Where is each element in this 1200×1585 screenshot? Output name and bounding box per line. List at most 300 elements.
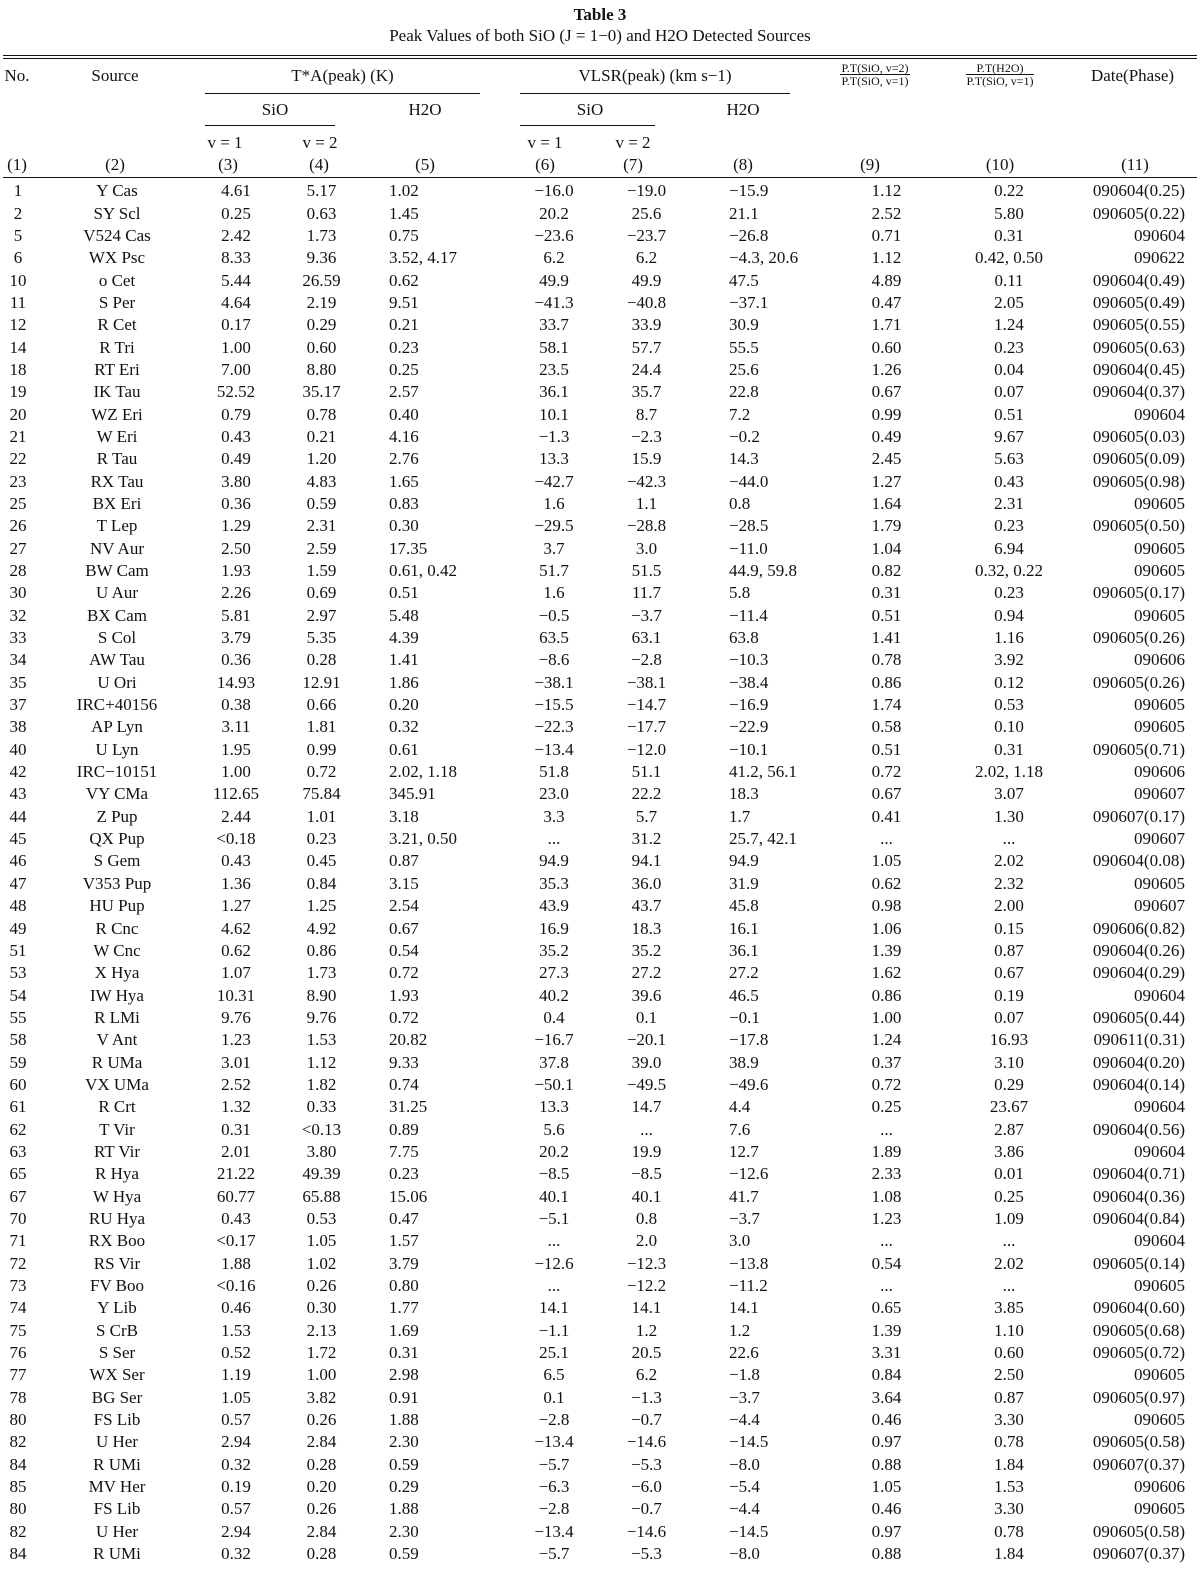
cell-vlsr-h2o: 3.0 (729, 1231, 751, 1251)
cell-ta-h2o: 1.77 (389, 1298, 419, 1318)
cell-ta-sio-v2: 2.84 (306, 1521, 337, 1541)
cell-date-phase: 090604(0.25) (1092, 181, 1185, 201)
cell-ta-sio-v2: 1.12 (306, 1052, 337, 1072)
cell-ta-h2o: 0.87 (389, 851, 419, 871)
cell-ta-sio-v1: 1.53 (221, 1320, 251, 1340)
cell-ta-sio-v2: 0.28 (306, 650, 337, 670)
cell-ta-h2o: 17.35 (389, 538, 428, 558)
cell-ta-sio-v2: 0.23 (306, 829, 337, 849)
cell-vlsr-h2o: 14.3 (729, 449, 759, 469)
cell-pt-sio-ratio: 0.46 (871, 1410, 902, 1430)
cell-vlsr-h2o: 4.4 (729, 1097, 751, 1117)
cell-vlsr-sio-v2: 6.2 (635, 1365, 658, 1385)
cell-ta-sio-v1: 2.94 (221, 1432, 251, 1452)
cell-no: 38 (9, 717, 27, 737)
ta-sio-subrule (205, 125, 335, 126)
cell-pt-h2o-ratio: 3.30 (994, 1499, 1024, 1519)
cell-no: 80 (9, 1410, 27, 1430)
cell-ta-sio-v2: 26.59 (302, 270, 341, 290)
vlsr-subrule (520, 93, 790, 94)
cell-vlsr-h2o: −4.4 (729, 1410, 760, 1430)
cell-vlsr-sio-v2: 0.1 (635, 1007, 658, 1027)
cell-pt-sio-ratio: 1.26 (871, 359, 902, 379)
cell-pt-h2o-ratio: 0.60 (994, 1343, 1024, 1363)
cell-ta-sio-v1: 0.43 (221, 1208, 251, 1228)
cell-vlsr-sio-v1: −8.6 (538, 650, 570, 670)
table-row (0, 828, 1195, 850)
cell-vlsr-sio-v1: ... (547, 1276, 561, 1296)
cell-ta-sio-v2: 1.05 (306, 1231, 337, 1251)
cell-date-phase: 090605 (1134, 695, 1185, 715)
cell-vlsr-sio-v1: −16.0 (534, 181, 574, 201)
cell-source: RX Tau (90, 471, 144, 491)
cell-vlsr-h2o: −11.2 (729, 1276, 768, 1296)
table-row (0, 1498, 1195, 1520)
cell-ta-sio-v1: 1.07 (221, 963, 251, 983)
cell-no: 37 (9, 695, 27, 715)
header-no: No. (4, 66, 30, 85)
cell-ta-sio-v2: 65.88 (302, 1186, 341, 1206)
cell-ta-sio-v1: 4.61 (221, 181, 251, 201)
cell-ta-sio-v1: 0.79 (221, 404, 251, 424)
cell-vlsr-sio-v1: −8.5 (538, 1164, 570, 1184)
cell-pt-sio-ratio: 0.98 (871, 896, 902, 916)
cell-date-phase: 090604(0.45) (1092, 359, 1185, 379)
cell-pt-h2o-ratio: 3.85 (994, 1298, 1024, 1318)
cell-vlsr-sio-v1: 23.0 (539, 784, 569, 804)
cell-source: RS Vir (93, 1253, 141, 1273)
cell-source: S Col (97, 628, 137, 648)
cell-vlsr-sio-v2: 25.6 (631, 203, 662, 223)
cell-pt-sio-ratio: 1.04 (871, 538, 902, 558)
cell-pt-sio-ratio: ... (880, 1119, 893, 1139)
cell-date-phase: 090607 (1134, 896, 1185, 916)
cell-no: 22 (9, 449, 27, 469)
cell-ta-h2o: 0.89 (389, 1119, 419, 1139)
cell-pt-h2o-ratio: ... (1002, 1276, 1016, 1296)
cell-ta-sio-v2: 0.66 (306, 695, 337, 715)
cell-ta-sio-v2: 1.72 (306, 1343, 337, 1363)
cell-vlsr-sio-v1: 36.1 (539, 382, 569, 402)
data-table (0, 180, 1195, 1565)
table-row (0, 783, 1195, 805)
cell-ta-sio-v1: 1.29 (221, 516, 251, 536)
cell-vlsr-sio-v2: −49.5 (626, 1074, 667, 1094)
cell-vlsr-h2o: 22.6 (729, 1343, 759, 1363)
cell-vlsr-sio-v1: 51.7 (539, 561, 569, 581)
cell-no: 62 (9, 1119, 27, 1139)
cell-date-phase: 090604(0.36) (1092, 1186, 1185, 1206)
cell-pt-h2o-ratio: 1.84 (994, 1454, 1024, 1474)
cell-source: S CrB (95, 1320, 139, 1340)
cell-pt-sio-ratio: 0.72 (871, 762, 902, 782)
cell-vlsr-sio-v1: 40.2 (539, 985, 569, 1005)
cell-ta-sio-v1: 3.79 (221, 628, 251, 648)
cell-ta-h2o: 1.45 (389, 203, 419, 223)
cell-ta-h2o: 0.29 (389, 1477, 419, 1497)
top-rule-double (3, 58, 1197, 59)
cell-vlsr-sio-v1: 3.3 (543, 806, 565, 826)
cell-pt-sio-ratio: 1.08 (871, 1186, 902, 1206)
cell-date-phase: 090605 (1134, 538, 1185, 558)
cell-no: 1 (13, 181, 23, 201)
cell-date-phase: 090605 (1134, 1276, 1185, 1296)
cell-ta-sio-v1: 0.49 (221, 449, 251, 469)
cell-vlsr-h2o: 25.7, 42.1 (729, 829, 797, 849)
cell-pt-h2o-ratio: 0.53 (994, 695, 1024, 715)
cell-ta-sio-v1: 0.19 (221, 1477, 251, 1497)
cell-ta-sio-v1: 3.11 (221, 717, 251, 737)
cell-vlsr-sio-v2: 35.2 (631, 940, 662, 960)
cell-vlsr-sio-v1: −16.7 (534, 1030, 574, 1050)
cell-source: BX Cam (87, 605, 147, 625)
cell-ta-h2o: 0.23 (389, 1164, 419, 1184)
cell-ta-sio-v1: 1.93 (221, 561, 251, 581)
cell-pt-h2o-ratio: 3.86 (994, 1141, 1024, 1161)
cell-date-phase: 090607(0.37) (1092, 1454, 1185, 1474)
cell-vlsr-sio-v1: 6.2 (543, 248, 565, 268)
cell-date-phase: 090605(0.55) (1092, 315, 1185, 335)
cell-source: AP Lyn (91, 717, 143, 737)
table-row (0, 1051, 1195, 1073)
cell-source: R UMa (91, 1052, 143, 1072)
cell-pt-h2o-ratio: 1.84 (994, 1544, 1024, 1564)
cell-no: 70 (9, 1208, 27, 1228)
cell-vlsr-sio-v1: 1.6 (543, 493, 565, 513)
cell-vlsr-h2o: −13.8 (729, 1253, 769, 1273)
table-row (0, 806, 1195, 828)
cell-ta-sio-v1: 21.22 (216, 1164, 256, 1184)
col-number-3: (3) (218, 155, 238, 174)
cell-ta-sio-v1: 4.62 (221, 918, 251, 938)
cell-no: 63 (9, 1141, 27, 1161)
cell-vlsr-sio-v1: −13.4 (534, 739, 574, 759)
cell-vlsr-sio-v1: 94.9 (539, 851, 569, 871)
table-row (0, 850, 1195, 872)
cell-vlsr-sio-v2: −38.1 (626, 672, 667, 692)
cell-vlsr-sio-v2: 94.1 (631, 851, 662, 871)
cell-pt-h2o-ratio: 0.31 (994, 739, 1024, 759)
cell-ta-h2o: 1.41 (389, 650, 419, 670)
cell-ta-sio-v2: 5.17 (306, 181, 337, 201)
cell-ta-h2o: 2.30 (389, 1521, 419, 1541)
cell-ta-sio-v1: 2.44 (221, 806, 251, 826)
cell-ta-sio-v2: 0.53 (306, 1208, 337, 1228)
cell-date-phase: 090604 (1134, 985, 1185, 1005)
cell-vlsr-sio-v1: ... (547, 829, 561, 849)
table-row (0, 225, 1195, 247)
cell-pt-h2o-ratio: 0.23 (994, 583, 1024, 603)
cell-vlsr-sio-v1: 25.1 (539, 1343, 569, 1363)
cell-vlsr-sio-v2: −2.8 (631, 650, 662, 670)
cell-no: 42 (9, 762, 27, 782)
cell-vlsr-h2o: −4.3, 20.6 (729, 248, 799, 268)
cell-ta-h2o: 0.83 (389, 493, 419, 513)
cell-vlsr-sio-v2: 27.2 (631, 963, 662, 983)
cell-vlsr-h2o: 38.9 (729, 1052, 759, 1072)
cell-no: 84 (9, 1544, 27, 1564)
cell-source: V524 Cas (83, 225, 151, 245)
cell-no: 80 (9, 1499, 27, 1519)
cell-ta-sio-v1: 1.32 (221, 1097, 251, 1117)
cell-pt-sio-ratio: 2.52 (871, 203, 902, 223)
cell-vlsr-sio-v2: −17.7 (626, 717, 667, 737)
vlsr-sio-subrule (520, 125, 655, 126)
cell-vlsr-sio-v2: 49.9 (631, 270, 662, 290)
cell-vlsr-sio-v1: −1.3 (538, 426, 570, 446)
cell-date-phase: 090606 (1134, 762, 1185, 782)
cell-source: VX UMa (85, 1074, 149, 1094)
cell-pt-sio-ratio: 0.65 (871, 1298, 902, 1318)
cell-vlsr-h2o: 36.1 (729, 940, 759, 960)
cell-no: 14 (9, 337, 27, 357)
cell-source: SY Scl (93, 203, 141, 223)
cell-no: 75 (9, 1320, 27, 1340)
cell-ta-sio-v2: 0.78 (306, 404, 337, 424)
cell-source: Y Lib (97, 1298, 137, 1318)
cell-vlsr-sio-v2: 5.7 (635, 806, 658, 826)
cell-pt-sio-ratio: 0.60 (871, 337, 902, 357)
header-ta-v1: v = 1 (207, 133, 243, 152)
cell-vlsr-sio-v2: 51.5 (631, 561, 662, 581)
cell-vlsr-h2o: 55.5 (729, 337, 759, 357)
cell-pt-h2o-ratio: 9.67 (994, 426, 1024, 446)
cell-pt-sio-ratio: 0.62 (871, 873, 902, 893)
cell-vlsr-h2o: −4.4 (729, 1499, 760, 1519)
cell-pt-sio-ratio: 1.71 (871, 315, 902, 335)
cell-source: W Hya (92, 1186, 142, 1206)
cell-ta-sio-v2: 1.20 (306, 449, 337, 469)
cell-pt-sio-ratio: 1.39 (871, 1320, 902, 1340)
cell-vlsr-h2o: −17.8 (729, 1030, 769, 1050)
cell-date-phase: 090605 (1134, 561, 1185, 581)
cell-source: AW Tau (89, 650, 145, 670)
cell-date-phase: 090605 (1134, 717, 1185, 737)
cell-pt-h2o-ratio: 0.10 (994, 717, 1024, 737)
cell-pt-h2o-ratio: 0.94 (994, 605, 1024, 625)
cell-vlsr-sio-v2: 24.4 (631, 359, 662, 379)
cell-ta-sio-v2: 0.28 (306, 1454, 337, 1474)
cell-ta-sio-v1: 112.65 (212, 784, 260, 804)
cell-source: T Lep (96, 516, 138, 536)
cell-ta-sio-v2: <0.13 (301, 1119, 342, 1139)
cell-ta-sio-v1: 0.38 (221, 695, 251, 715)
cell-no: 40 (9, 739, 27, 759)
cell-date-phase: 090605(0.50) (1092, 516, 1185, 536)
cell-no: 25 (9, 493, 27, 513)
cell-vlsr-h2o: −16.9 (729, 695, 769, 715)
table-row (0, 493, 1195, 515)
cell-date-phase: 090605(0.58) (1092, 1521, 1185, 1541)
table-row (0, 314, 1195, 336)
cell-no: 45 (9, 829, 27, 849)
cell-vlsr-sio-v1: 5.6 (543, 1119, 565, 1139)
cell-vlsr-sio-v2: 22.2 (631, 784, 662, 804)
header-ta-h2o: H2O (408, 100, 442, 119)
cell-source: QX Pup (89, 829, 145, 849)
cell-ta-h2o: 0.59 (389, 1454, 419, 1474)
table-row (0, 180, 1195, 202)
table-row (0, 582, 1195, 604)
cell-vlsr-h2o: 30.9 (729, 315, 759, 335)
cell-vlsr-h2o: −8.0 (729, 1454, 760, 1474)
col-number-1: (1) (7, 155, 27, 174)
cell-ta-sio-v1: 52.52 (216, 382, 256, 402)
cell-no: 35 (9, 672, 27, 692)
cell-vlsr-h2o: 41.7 (729, 1186, 759, 1206)
cell-vlsr-sio-v2: 1.2 (635, 1320, 658, 1340)
cell-pt-h2o-ratio: 5.80 (994, 203, 1024, 223)
cell-pt-sio-ratio: 1.24 (871, 1030, 902, 1050)
cell-ta-sio-v2: 2.13 (306, 1320, 337, 1340)
cell-vlsr-sio-v2: 63.1 (631, 628, 662, 648)
cell-source: U Ori (97, 672, 137, 692)
cell-no: 82 (9, 1432, 27, 1452)
header-pt-sio-ratio (820, 62, 930, 87)
table-row (0, 247, 1195, 269)
cell-pt-sio-ratio: ... (880, 829, 893, 849)
header-ta-v2: v = 2 (302, 133, 338, 152)
cell-source: RX Boo (88, 1231, 146, 1251)
cell-ta-sio-v1: 0.57 (221, 1499, 251, 1519)
cell-source: IRC+40156 (76, 695, 158, 715)
cell-date-phase: 090605 (1134, 1365, 1185, 1385)
cell-pt-h2o-ratio: 0.19 (994, 985, 1024, 1005)
table-row (0, 1074, 1195, 1096)
cell-ta-h2o: 9.33 (389, 1052, 419, 1072)
cell-vlsr-h2o: −1.8 (729, 1365, 760, 1385)
cell-source: V Ant (96, 1030, 138, 1050)
cell-vlsr-sio-v1: −6.3 (538, 1477, 570, 1497)
cell-vlsr-h2o: −11.4 (729, 605, 768, 625)
cell-date-phase: 090604 (1134, 1141, 1185, 1161)
cell-vlsr-h2o: 7.6 (729, 1119, 751, 1139)
cell-no: 32 (9, 605, 27, 625)
cell-ta-sio-v2: 0.30 (306, 1298, 337, 1318)
cell-vlsr-sio-v2: 1.1 (635, 493, 658, 513)
cell-vlsr-h2o: −0.2 (729, 426, 760, 446)
table-row (0, 560, 1195, 582)
cell-ta-sio-v2: 0.21 (306, 426, 337, 446)
cell-pt-h2o-ratio: 0.23 (994, 337, 1024, 357)
cell-ta-sio-v1: 5.81 (221, 605, 251, 625)
cell-ta-h2o: 1.93 (389, 985, 419, 1005)
cell-source: IRC−10151 (76, 762, 158, 782)
cell-date-phase: 090604(0.49) (1092, 270, 1185, 290)
cell-ta-h2o: 15.06 (389, 1186, 428, 1206)
cell-ta-sio-v2: 1.73 (306, 963, 337, 983)
cell-date-phase: 090605(0.44) (1092, 1007, 1185, 1027)
cell-vlsr-sio-v2: −12.3 (626, 1253, 667, 1273)
pt-h2o-denominator: P.T(SiO, v=1) (966, 74, 1034, 88)
cell-ta-h2o: 2.57 (389, 382, 419, 402)
cell-vlsr-h2o: 41.2, 56.1 (729, 762, 797, 782)
cell-pt-h2o-ratio: 1.09 (994, 1208, 1024, 1228)
table-row (0, 1409, 1195, 1431)
cell-no: 59 (9, 1052, 27, 1072)
cell-ta-sio-v2: 1.01 (306, 806, 337, 826)
cell-ta-sio-v2: 0.72 (306, 762, 337, 782)
cell-vlsr-sio-v2: 8.7 (635, 404, 658, 424)
table-title: Peak Values of both SiO (J = 1−0) and H2O Detected Sources (389, 26, 811, 45)
cell-no: 85 (9, 1477, 27, 1497)
cell-vlsr-sio-v2: −12.2 (626, 1276, 667, 1296)
cell-ta-sio-v1: 2.42 (221, 225, 251, 245)
cell-date-phase: 090604(0.08) (1092, 851, 1185, 871)
cell-vlsr-h2o: −10.3 (729, 650, 769, 670)
cell-source: FS Lib (93, 1410, 141, 1430)
cell-vlsr-sio-v2: −20.1 (626, 1030, 667, 1050)
cell-vlsr-sio-v2: 0.8 (635, 1208, 658, 1228)
cell-date-phase: 090605(0.63) (1092, 337, 1185, 357)
cell-pt-h2o-ratio: 2.31 (994, 493, 1024, 513)
table-row (0, 1320, 1195, 1342)
cell-vlsr-sio-v2: 19.9 (631, 1141, 662, 1161)
cell-ta-sio-v1: 2.94 (221, 1521, 251, 1541)
cell-vlsr-h2o: 0.8 (729, 493, 751, 513)
cell-date-phase: 090605(0.03) (1092, 426, 1185, 446)
cell-date-phase: 090604(0.37) (1092, 382, 1185, 402)
table-row (0, 470, 1195, 492)
cell-pt-h2o-ratio: 2.05 (994, 292, 1024, 312)
cell-pt-h2o-ratio: 1.16 (994, 628, 1024, 648)
cell-ta-sio-v1: 5.44 (221, 270, 251, 290)
cell-ta-sio-v2: 9.36 (306, 248, 337, 268)
cell-no: 82 (9, 1521, 27, 1541)
cell-date-phase: 090605(0.26) (1092, 628, 1185, 648)
cell-ta-sio-v1: 9.76 (221, 1007, 251, 1027)
cell-ta-sio-v1: 1.00 (221, 762, 251, 782)
cell-no: 30 (9, 583, 27, 603)
cell-ta-sio-v2: 1.02 (306, 1253, 337, 1273)
cell-source: FV Boo (89, 1276, 144, 1296)
cell-pt-sio-ratio: 0.72 (871, 1074, 902, 1094)
cell-vlsr-sio-v1: 35.3 (539, 873, 569, 893)
cell-vlsr-sio-v1: −12.6 (534, 1253, 574, 1273)
cell-source: WX Ser (89, 1365, 145, 1385)
cell-pt-h2o-ratio: 1.10 (994, 1320, 1024, 1340)
cell-vlsr-sio-v2: 14.1 (631, 1298, 662, 1318)
cell-source: R Cet (97, 315, 137, 335)
cell-ta-sio-v1: <0.18 (216, 829, 256, 849)
cell-ta-h2o: 0.40 (389, 404, 419, 424)
table-row (0, 984, 1195, 1006)
cell-vlsr-h2o: 1.7 (729, 806, 751, 826)
cell-pt-h2o-ratio: 2.00 (994, 896, 1024, 916)
cell-pt-h2o-ratio: 0.43 (994, 471, 1024, 491)
cell-ta-h2o: 0.80 (389, 1276, 419, 1296)
table-row (0, 739, 1195, 761)
cell-pt-sio-ratio: 1.05 (871, 851, 902, 871)
cell-ta-h2o: 0.25 (389, 359, 419, 379)
cell-pt-sio-ratio: 1.74 (871, 695, 902, 715)
cell-ta-h2o: 0.75 (389, 225, 419, 245)
cell-ta-sio-v2: 0.29 (306, 315, 337, 335)
cell-ta-sio-v1: 3.80 (221, 471, 251, 491)
cell-date-phase: 090604 (1134, 404, 1185, 424)
cell-date-phase: 090605 (1134, 493, 1185, 513)
cell-date-phase: 090605(0.09) (1092, 449, 1185, 469)
cell-source: RT Vir (94, 1141, 140, 1161)
cell-pt-h2o-ratio: 2.02 (994, 1253, 1024, 1273)
cell-vlsr-sio-v2: 43.7 (631, 896, 662, 916)
cell-pt-sio-ratio: 0.51 (871, 739, 902, 759)
cell-vlsr-sio-v2: 57.7 (631, 337, 662, 357)
cell-pt-sio-ratio: 3.64 (871, 1387, 902, 1407)
cell-source: WZ Eri (91, 404, 143, 424)
cell-pt-h2o-ratio: 0.87 (994, 940, 1024, 960)
cell-ta-sio-v2: 0.99 (306, 739, 337, 759)
